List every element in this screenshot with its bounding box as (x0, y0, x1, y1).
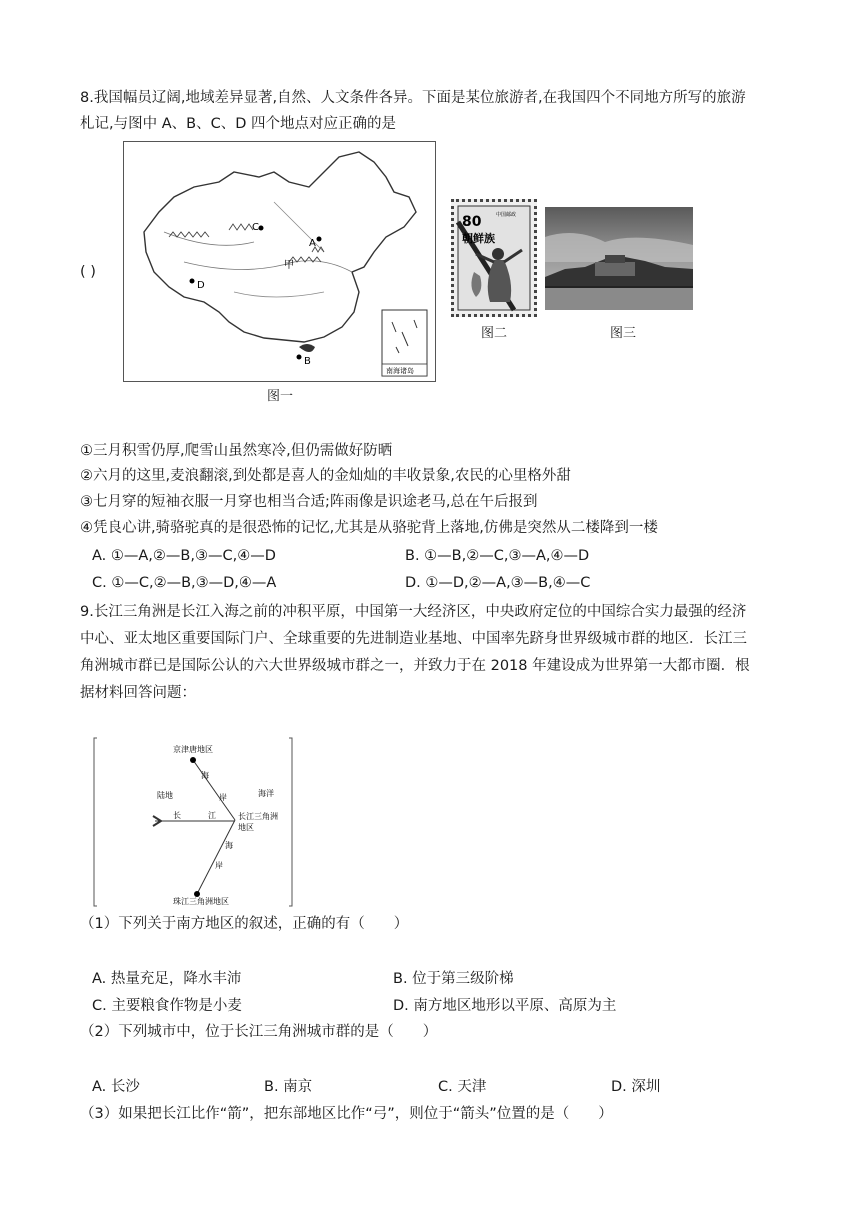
figure2-caption: 图二 (481, 326, 508, 341)
china-map-drawing (124, 142, 435, 381)
q8-note-3: ③七月穿的短袖衣服一月穿也相当合适;阵雨像是识途老马,总在午后报到 (80, 494, 538, 510)
stamp-value: 80 (462, 214, 482, 230)
q9-sub1-option-c[interactable]: C. 主要粮食作物是小麦 (92, 998, 242, 1014)
map-label-a: A (309, 238, 316, 249)
q8-stem-line1: 8.我国幅员辽阔,地域差异显著,自然、人文条件各异。下面是某位旅游者,在我国四个不同地方所写的旅游 (80, 90, 746, 106)
china-map-figure (123, 141, 436, 382)
q9-stem-line4: 据材料回答问题： (80, 685, 196, 701)
figure3-caption: 图三 (610, 326, 637, 341)
stamp-name: 朝鲜族 (462, 232, 495, 245)
diagram-center-label-2: 地区 (238, 823, 254, 832)
diagram-coast-lower-2: 岸 (215, 861, 223, 870)
q8-note-2: ②六月的这里,麦浪翻滚,到处都是喜人的金灿灿的丰收景象,农民的心里格外甜 (80, 468, 571, 484)
q9-sub1-option-d[interactable]: D. 南方地区地形以平原、高原为主 (393, 998, 617, 1014)
diagram-land-label: 陆地 (157, 791, 173, 800)
diagram-coast-upper-2: 岸 (219, 793, 227, 802)
q8-note-4: ④凭良心讲,骑骆驼真的是很恐怖的记忆,尤其是从骆驼背上落地,仿佛是突然从二楼降到一楼 (80, 520, 658, 536)
map-label-c: C (252, 222, 259, 233)
palace-photo (545, 207, 693, 310)
diagram-coast-lower-1: 海 (225, 841, 233, 850)
diagram-bottom-label: 珠江三角洲地区 (173, 897, 229, 906)
q9-sub1-question: （1）下列关于南方地区的叙述，正确的有（ ） (80, 916, 409, 932)
q8-answer-paren: ( ) (80, 264, 96, 280)
q9-stem-line1: 9.长江三角洲是长江入海之前的冲积平原，中国第一大经济区，中央政府定位的中国综合实力最强的经济 (80, 604, 747, 620)
q9-sub2-question: （2）下列城市中，位于长江三角洲城市群的是（ ） (80, 1024, 438, 1040)
stamp-issuer: 中国邮政 (496, 212, 517, 218)
q9-sub3-question: （3）如果把长江比作“箭”，把东部地区比作“弓”，则位于“箭头”位置的是（ ） (80, 1106, 613, 1122)
bow-arrow-diagram (93, 736, 293, 908)
q9-sub2-option-a[interactable]: A. 长沙 (92, 1079, 140, 1095)
map-label-b: B (304, 356, 311, 367)
q8-note-1: ①三月积雪仍厚,爬雪山虽然寒冷,但仍需做好防晒 (80, 443, 393, 459)
diagram-ocean-label: 海洋 (258, 789, 274, 798)
q9-sub1-option-a[interactable]: A. 热量充足，降水丰沛 (92, 971, 242, 987)
figure1-caption: 图一 (267, 389, 294, 404)
diagram-river-char-2: 江 (208, 811, 216, 820)
q9-stem-line2: 中心、亚太地区重要国际门户、全球重要的先进制造业基地、中国率先跻身世界级城市群的地区．长江三 (80, 631, 747, 647)
diagram-center-label-1: 长江三角洲 (238, 812, 278, 821)
q8-stem-line2: 札记,与图中 A、B、C、D 四个地点对应正确的是 (80, 116, 396, 132)
map-label-d: D (197, 280, 205, 291)
diagram-river-char-1: 长 (173, 811, 181, 820)
q9-sub2-option-c[interactable]: C. 天津 (438, 1079, 487, 1095)
diagram-top-label: 京津唐地区 (173, 745, 213, 754)
q8-option-b[interactable]: B. ①—B,②—C,③—A,④—D (405, 548, 590, 564)
stamp-image (451, 199, 537, 317)
q8-option-d[interactable]: D. ①—D,②—A,③—B,④—C (405, 575, 591, 591)
map-label-jia: 甲 (284, 260, 294, 271)
q9-sub2-option-d[interactable]: D. 深圳 (611, 1079, 661, 1095)
q9-stem-line3: 角洲城市群已是国际公认的六大世界级城市群之一，并致力于在 2018 年建设成为世界第一大都市圈．根 (80, 658, 750, 674)
inset-label: 南海诸岛 (386, 367, 414, 375)
q9-sub2-option-b[interactable]: B. 南京 (264, 1079, 313, 1095)
q8-option-a[interactable]: A. ①—A,②—B,③—C,④—D (92, 548, 276, 564)
q8-option-c[interactable]: C. ①—C,②—B,③—D,④—A (92, 575, 277, 591)
diagram-coast-upper-1: 海 (201, 771, 209, 780)
q9-sub1-option-b[interactable]: B. 位于第三级阶梯 (393, 971, 514, 987)
